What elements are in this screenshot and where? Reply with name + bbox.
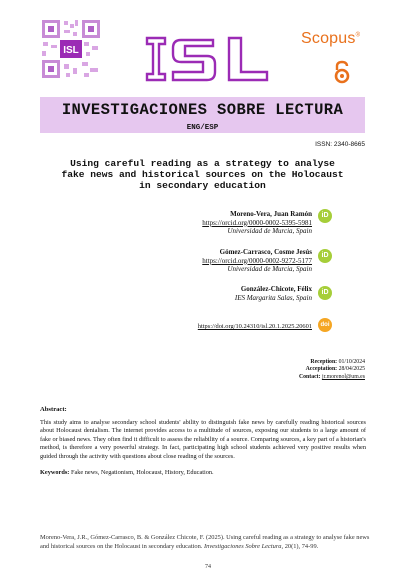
title-line: Using careful reading as a strategy to analyse [70,158,335,169]
journal-languages: ENG/ESP [186,124,219,132]
orcid-icon[interactable]: iD [318,249,332,263]
abstract-text: This study aims to analyse secondary school students' ability to distinguish fake news by carefully reading historical sources about Holocaust denialism. The internet provides access to a multitude of sources, exposing our students to a large amount of fake or biased news. They often find it difficult to assess the reliability of a source. Comparing sources, a key part of a historian's method, is therefore a very powerful strategy. In fact, participating high school students achieved very positive results when guided through the activity with questions about close reading of the sources. [40,419,366,460]
reception-date: Reception: 01/10/2024 [310,359,365,365]
author-name: Moreno-Vera, Juan Ramón [230,210,312,218]
author-block [202,248,312,274]
page-number: 74 [205,564,211,570]
title-line: in secondary education [139,180,266,191]
doi-icon[interactable]: doi [318,318,332,332]
issn: ISSN: 2340-8665 [315,141,365,148]
isl-logo [143,34,271,84]
article-title [40,158,365,191]
author-block [202,210,312,236]
acceptation-date: Acceptation: 28/04/2025 [305,366,365,373]
svg-text:ISL: ISL [63,45,79,56]
abstract-heading: Abstract: [40,406,67,413]
author-name: González-Chicote, Félix [240,285,312,293]
author-orcid-link[interactable]: https://orcid.org/0000-0002-9272-5177 [202,256,312,265]
author-orcid-link[interactable]: https://orcid.org/0000-0002-5395-5981 [202,218,312,227]
open-access-icon [333,60,351,84]
author-name: Gómez-Carrasco, Cosme Jesús [219,248,312,256]
author-block [235,285,312,302]
orcid-icon[interactable]: iD [318,286,332,300]
orcid-icon[interactable]: iD [318,209,332,223]
doi-link[interactable]: https://doi.org/10.24310/isl.20.1.2025.20601 [197,323,312,330]
author-affiliation: Universidad de Murcia, Spain [227,227,312,236]
scopus-logo: Scopus® [301,30,361,47]
citation: Moreno-Vera, J.R., Gómez-Carrasco, B. & González Chicote, F. (2025). Using careful reading as a strategy to analyse fake news and historical sources on the Holocaust in secondary education. Investigaciones Sobre Lectura, 20(1), 74-99. [40,534,370,550]
contact-email: Contact: jr.morenol@um.es [298,373,365,380]
author-affiliation: Universidad de Murcia, Spain [227,265,312,274]
qr-code-logo [40,18,102,80]
keywords: Keywords: Fake news, Negationism, Holocaust, History, Education. [40,469,214,476]
article-dates [299,359,365,381]
title-line: fake news and historical sources on the Holocaust [61,169,344,180]
journal-title: INVESTIGACIONES SOBRE LECTURA [61,101,344,119]
author-affiliation: IES Margarita Salas, Spain [234,293,312,302]
